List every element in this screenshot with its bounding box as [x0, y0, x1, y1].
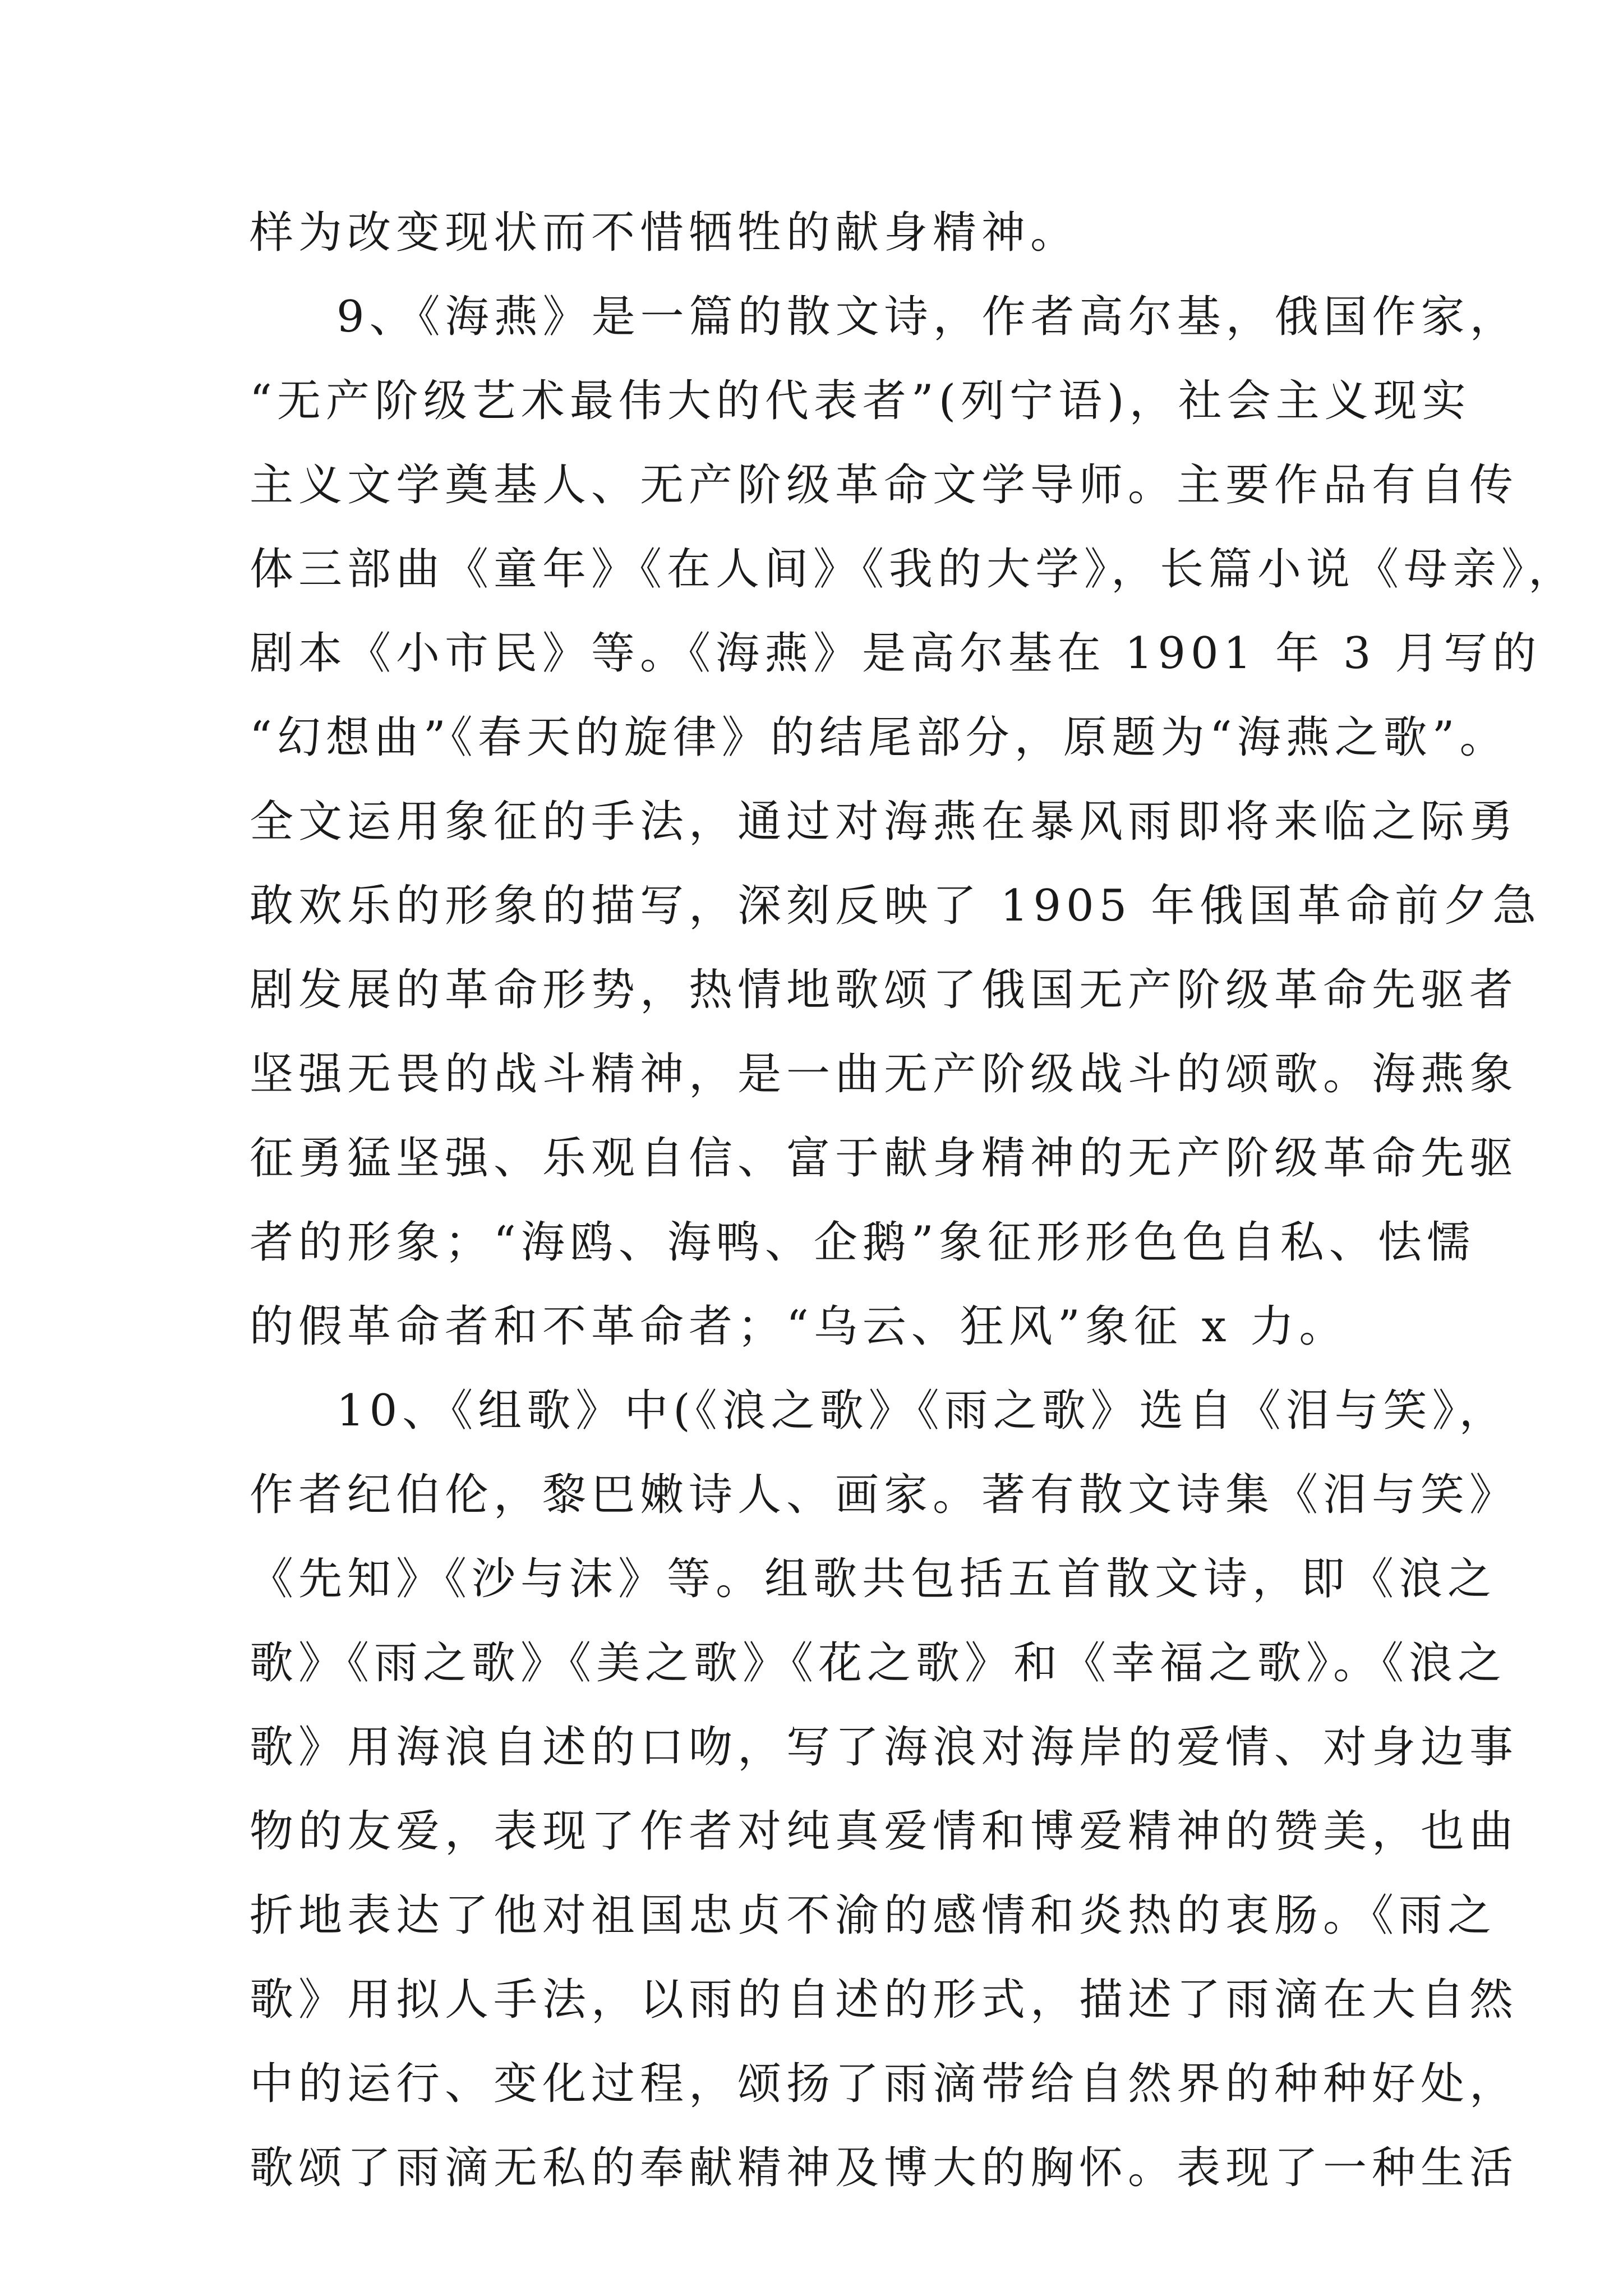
text-line: 主义文学奠基人、无产阶级革命文学导师。主要作品有自传 — [250, 460, 1519, 510]
text-line: 体三部曲《童年》《在人间》《我的大学》，长篇小说《母亲》， — [250, 544, 1578, 595]
text-line: 作者纪伯伦，黎巴嫩诗人、画家。著有散文诗集《泪与笑》 — [250, 1470, 1519, 1520]
text-line: 的假革命者和不革命者；“乌云、狂风”象征 x 力。 — [250, 1301, 1348, 1352]
text-line: 物的友爱，表现了作者对纯真爱情和博爱精神的赞美，也曲 — [250, 1806, 1519, 1857]
text-line: 全文运用象征的手法，通过对海燕在暴风雨即将来临之际勇 — [250, 797, 1519, 847]
text-line: 敢欢乐的形象的描写，深刻反映了 1905 年俄国革命前夕急 — [250, 881, 1542, 931]
text-line: “幻想曲”《春天的旋律》的结尾部分，原题为“海燕之歌”。 — [250, 712, 1509, 763]
text-line: 歌》用海浪自述的口吻，写了海浪对海岸的爱情、对身边事 — [250, 1722, 1519, 1773]
text-line: 样为改变现状而不惜牺牲的献身精神。 — [250, 208, 1080, 258]
text-line: 征勇猛坚强、乐观自信、富于献身精神的无产阶级革命先驱 — [250, 1133, 1519, 1184]
text-line: 剧本《小市民》等。《海燕》是高尔基在 1901 年 3 月写的 — [250, 628, 1542, 679]
text-line: 《先知》《沙与沫》等。组歌共包括五首散文诗，即《浪之 — [250, 1554, 1497, 1604]
text-line: 折地表达了他对祖国忠贞不渝的感情和炎热的衷肠。《雨之 — [250, 1890, 1497, 1941]
text-line: 歌》《雨之歌》《美之歌》《花之歌》和《幸福之歌》。《浪之 — [250, 1638, 1507, 1688]
text-line: 者的形象；“海鸥、海鸭、企鹅”象征形形色色自私、怯懦 — [250, 1217, 1476, 1268]
text-line: 歌》用拟人手法，以雨的自述的形式，描述了雨滴在大自然 — [250, 1975, 1519, 2025]
text-line: 中的运行、变化过程，颂扬了雨滴带给自然界的种种好处， — [250, 2059, 1519, 2109]
text-line: 坚强无畏的战斗精神，是一曲无产阶级战斗的颂歌。海燕象 — [250, 1049, 1519, 1099]
paragraph-9-first-line: 9、《海燕》是一篇的散文诗，作者高尔基，俄国作家， — [336, 292, 1519, 342]
text-line: 剧发展的革命形势，热情地歌颂了俄国无产阶级革命先驱者 — [250, 965, 1519, 1015]
text-line: 歌颂了雨滴无私的奉献精神及博大的胸怀。表现了一种生活 — [250, 2143, 1519, 2193]
text-line: “无产阶级艺术最伟大的代表者”(列宁语)，社会主义现实 — [250, 376, 1471, 426]
paragraph-10-first-line: 10、《组歌》中(《浪之歌》《雨之歌》选自《泪与笑》， — [336, 1386, 1508, 1436]
